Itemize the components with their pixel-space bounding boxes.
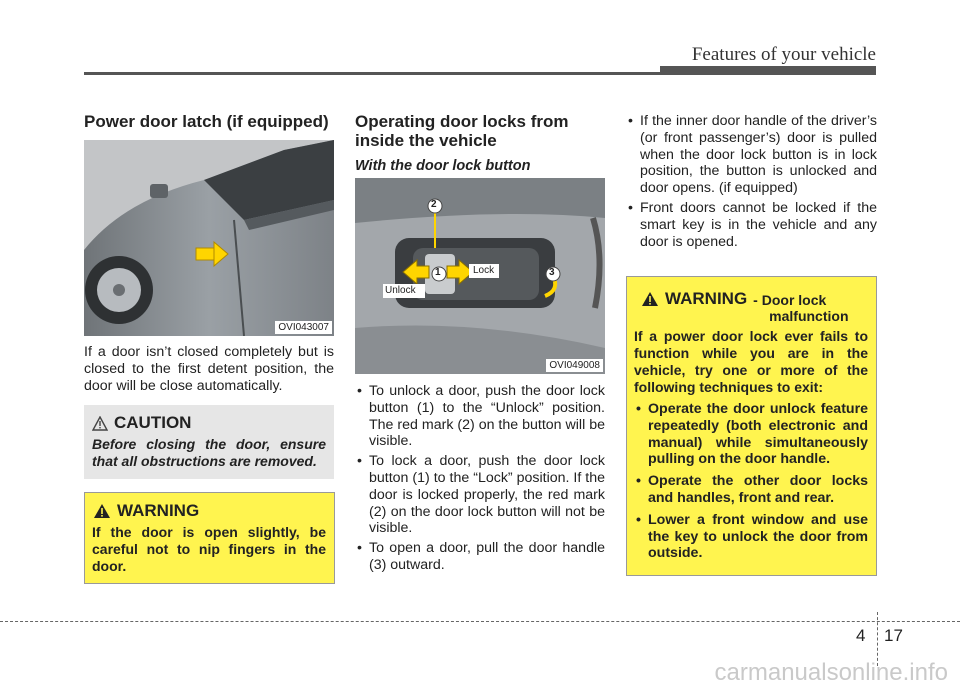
list-item: • To open a door, pull the door handle (3) outward. xyxy=(355,540,605,574)
watermark: carmanualsonline.info xyxy=(714,659,948,686)
lock-label: Lock xyxy=(473,265,495,276)
footer-rule xyxy=(0,621,960,622)
list-item: • Operate the other door locks and handles, front and rear. xyxy=(634,473,868,507)
door-locks-heading-line1: Operating door locks from xyxy=(355,112,569,131)
caution-triangle-icon xyxy=(92,416,108,431)
list-item: • To lock a door, push the door lock button (1) to the “Lock” position. If the door is locked properly, the red mark (2) on the door lock button will not be visible. xyxy=(355,453,605,537)
door-lock-bullets xyxy=(355,383,605,577)
warning-intro: If a power door lock ever fails to function while you are in the vehicle, try one or more of the following techniques to exit: xyxy=(634,328,868,395)
caution-text: Before closing the door, ensure that all obstructions are removed. xyxy=(92,436,326,469)
caution-box xyxy=(84,405,334,479)
callout-3: 3 xyxy=(549,267,555,278)
list-item: • To unlock a door, push the door lock button (1) to the “Unlock” position. The red mark (2) on the button will be visible. xyxy=(355,383,605,450)
warning-triangle-icon xyxy=(93,503,111,519)
list-item: • If the inner door handle of the driver’s (or front passenger’s) door is pulled when the door lock button is in lock position, the button is unlocked and door opens. (if equipped) xyxy=(626,113,877,197)
list-item: • Lower a front window and use the key to unlock the door from outside. xyxy=(634,512,868,562)
header-rule xyxy=(84,72,876,75)
list-item: • Operate the door unlock feature repeatedly (both electronic and manual) while simultaneously pulling on the door handle. xyxy=(634,401,868,468)
warning-list xyxy=(634,401,868,565)
list-item: • Front doors cannot be locked if the smart key is in the vehicle and any door is opened. xyxy=(626,200,877,250)
callout-2: 2 xyxy=(431,199,437,210)
image-code-1: OVI043007 xyxy=(275,321,332,334)
warning-box-fingers xyxy=(84,492,335,584)
warning-text: If the door is open slightly, be careful not to nip fingers in the door. xyxy=(92,524,326,574)
column-1 xyxy=(84,112,336,131)
door-lock-button-subheading: With the door lock button xyxy=(355,158,531,174)
page-number-divider xyxy=(877,612,878,666)
image-code-2: OVI049008 xyxy=(546,359,603,372)
column-3-bullets xyxy=(626,113,877,253)
power-door-latch-heading: Power door latch (if equipped) xyxy=(84,112,329,131)
callout-1: 1 xyxy=(435,267,441,278)
warning-title: WARNING xyxy=(665,289,748,308)
unlock-label: Unlock xyxy=(385,285,416,296)
warning-title: WARNING xyxy=(117,501,200,520)
car-illustration xyxy=(84,140,334,336)
warning-box-door-lock-malfunction xyxy=(626,276,877,576)
warning-triangle-icon xyxy=(641,291,659,307)
caution-title: CAUTION xyxy=(114,413,192,432)
door-locks-heading-line2: inside the vehicle xyxy=(355,131,497,150)
car-door-image xyxy=(84,140,334,336)
chapter-number: 4 xyxy=(856,626,866,645)
header-title: Features of your vehicle xyxy=(691,44,876,65)
column-2 xyxy=(355,112,607,174)
warning-subtitle-line2: malfunction xyxy=(769,308,849,324)
page-number: 17 xyxy=(884,626,903,645)
power-door-latch-text: If a door isn’t closed completely but is closed to the first detent position, the door will be close automatically. xyxy=(84,344,334,394)
door-handle-image xyxy=(355,178,605,374)
door-handle-illustration xyxy=(355,178,605,374)
warning-subtitle-line1: - Door lock xyxy=(753,292,827,308)
